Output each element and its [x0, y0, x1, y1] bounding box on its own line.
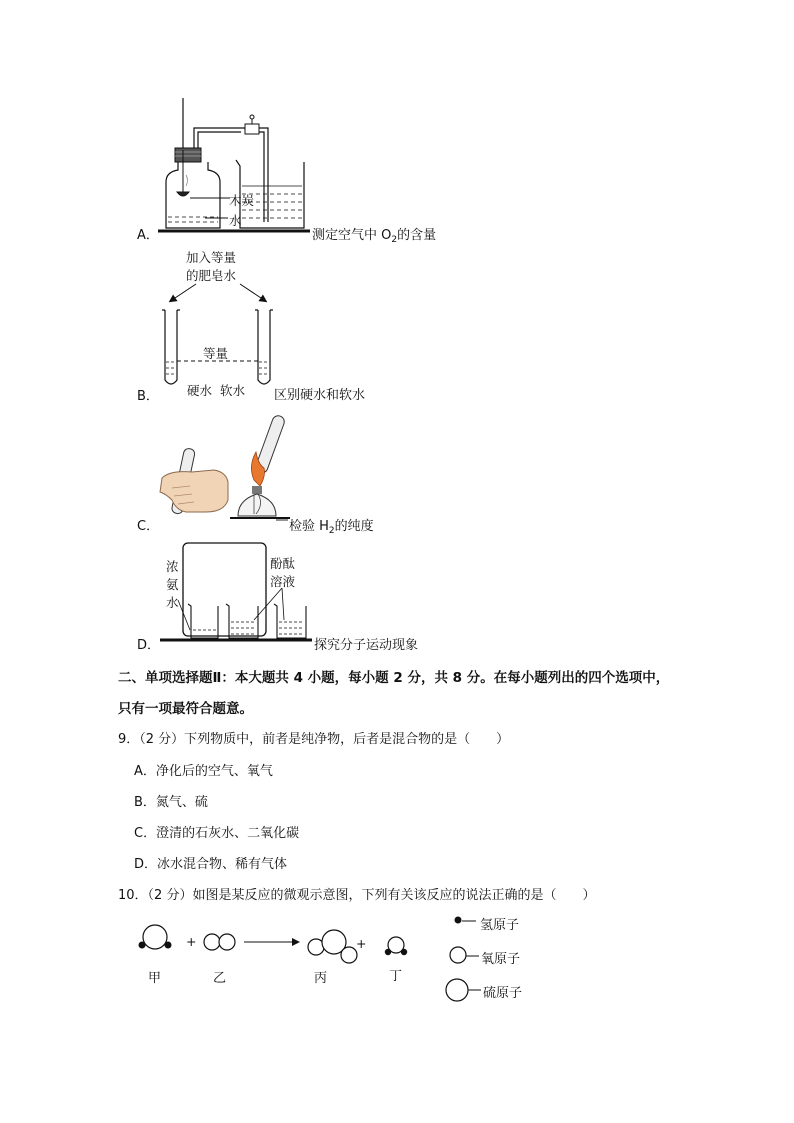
- legend-hydrogen-label: 氢原子: [480, 918, 520, 933]
- plus-sign-2: +: [356, 936, 367, 951]
- ammonia-label-2: 氨: [166, 577, 179, 592]
- soap-water-label-line1: 加入等量: [186, 250, 237, 265]
- legend-oxygen-label: 氧原子: [481, 952, 521, 967]
- legend-oxygen-icon: [450, 947, 479, 963]
- soap-water-label-line2: 的肥皂水: [186, 268, 237, 283]
- option-a-caption: 测定空气中 $O_2$的含量: [312, 228, 437, 245]
- species-yi-label: 乙: [213, 971, 227, 986]
- q9-choice-d: D．冰水混合物、稀有气体: [134, 857, 288, 872]
- equal-label: 等量: [203, 346, 229, 361]
- phenolphthalein-label-line2: 溶液: [270, 574, 296, 589]
- q10-stem: 10．（2 分）如图是某反应的微观示意图，下列有关该反应的说法正确的是（ ）: [118, 888, 596, 903]
- option-b-letter: B．: [137, 389, 159, 404]
- q9-choice-c: C．澄清的石灰水、二氧化碳: [134, 826, 300, 841]
- legend-hydrogen-icon: [455, 917, 477, 924]
- soft-water-label: 软水: [220, 383, 246, 398]
- species-jia-label: 甲: [148, 971, 162, 986]
- hard-water-label: 硬水: [187, 383, 213, 398]
- molecule-yi: [204, 934, 235, 950]
- charcoal-label: 木炭: [229, 193, 255, 208]
- legend-sulfur-label: 硫原子: [483, 986, 523, 1001]
- molecule-jia: [139, 925, 172, 949]
- species-bing-label: 丙: [314, 971, 328, 986]
- ammonia-label-1: 浓: [166, 559, 179, 574]
- species-ding-label: 丁: [389, 969, 403, 984]
- molecule-bing: [308, 930, 357, 963]
- molecule-ding: [385, 937, 407, 955]
- option-a-letter: A．: [137, 228, 159, 243]
- q9-stem: 9．（2 分）下列物质中，前者是纯净物，后者是混合物的是（ ）: [118, 732, 510, 747]
- q9-choice-a: A．净化后的空气、氧气: [134, 764, 273, 779]
- ammonia-label-3: 水: [166, 595, 179, 610]
- legend-sulfur-icon: [446, 979, 481, 1001]
- option-c-letter: C．: [137, 519, 160, 534]
- option-d-caption: 探究分子运动现象: [314, 638, 419, 653]
- option-d-letter: D．: [137, 638, 161, 653]
- phenolphthalein-label-line1: 酚酞: [270, 556, 296, 571]
- option-b-caption: 区别硬水和软水: [274, 388, 366, 403]
- option-c-caption: 检验 $H_2$的纯度: [289, 519, 374, 536]
- section-heading-line1: 二、单项选择题Ⅱ：本大题共 4 小题，每小题 2 分，共 8 分。在每小题列出的四个选项中，: [118, 670, 670, 686]
- plus-sign-1: +: [186, 934, 197, 949]
- section-heading-line2: 只有一项最符合题意。: [118, 701, 253, 717]
- water-label: 水: [229, 213, 242, 228]
- q9-choice-b: B．氮气、硫: [134, 795, 208, 810]
